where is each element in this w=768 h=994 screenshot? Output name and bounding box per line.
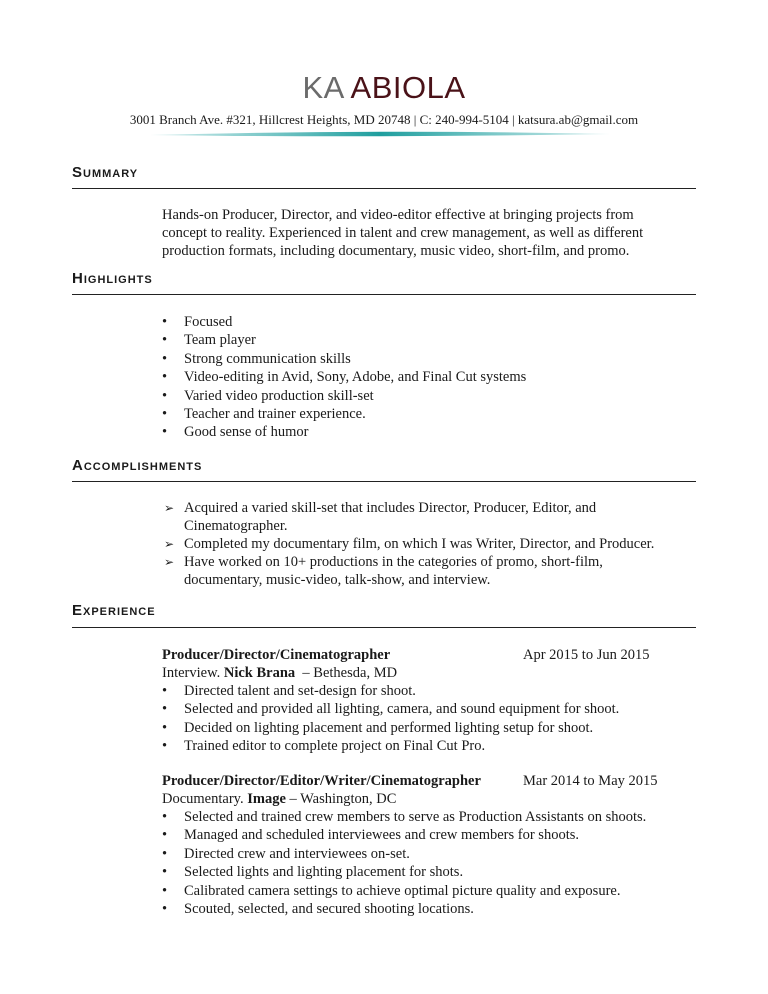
job-entry — [162, 772, 682, 918]
bullet-icon: • — [162, 314, 168, 330]
highlights-list-container — [162, 313, 682, 442]
job-dates: Mar 2014 to May 2015 — [523, 773, 658, 789]
list-item-text: Trained editor to complete project on Final Cut Pro. — [184, 738, 486, 755]
experience-rule — [72, 627, 696, 628]
bullet-icon: • — [162, 350, 168, 367]
header-swoosh-divider — [150, 130, 610, 138]
bullet-icon: • — [162, 387, 168, 404]
duty-item — [162, 863, 682, 881]
job-employer-line — [162, 664, 682, 682]
highlights-heading: Highlights — [72, 270, 153, 287]
list-item-text: Selected and provided all lighting, camera, and sound equipment for shoot. — [184, 701, 620, 718]
summary-heading: Summary — [72, 164, 139, 181]
job-duties-list — [162, 808, 682, 918]
experience-heading: Experience — [72, 602, 156, 619]
duty-item — [162, 808, 682, 826]
bullet-icon: • — [162, 683, 168, 699]
list-item-text: Strong communication skills — [184, 350, 351, 367]
job-entry — [162, 646, 682, 756]
job-type: Documentary. — [162, 791, 244, 807]
job-company: Nick Brana — [223, 665, 296, 681]
arrow-bullet-icon: ➢ — [164, 501, 175, 515]
highlight-item — [162, 423, 682, 441]
accomplishments-list — [162, 499, 667, 589]
bullet-icon: • — [162, 882, 168, 899]
list-item-text: Selected lights and lighting placement for shots. — [184, 864, 464, 881]
list-item-text: Directed talent and set-design for shoot. — [184, 683, 416, 699]
duty-item — [162, 845, 682, 863]
bullet-icon: • — [162, 827, 168, 844]
accomplishment-item — [162, 499, 667, 535]
bullet-icon: • — [162, 738, 168, 755]
highlights-rule — [72, 294, 696, 295]
job-dates: Apr 2015 to Jun 2015 — [523, 647, 650, 663]
bullet-icon: • — [162, 701, 168, 718]
duty-item — [162, 826, 682, 844]
job-company: Image — [247, 791, 286, 807]
job-type: Interview. — [162, 665, 221, 681]
job-duties-list — [162, 682, 682, 756]
bullet-icon: • — [162, 809, 168, 825]
highlight-item — [162, 313, 682, 331]
duty-item — [162, 700, 682, 718]
summary-rule — [72, 188, 696, 189]
candidate-name — [0, 70, 768, 106]
job-location: – Bethesda, MD — [295, 665, 398, 681]
list-item-text: Managed and scheduled interviewees and crew members for shoots. — [184, 827, 579, 844]
bullet-icon: • — [162, 901, 168, 918]
list-item-text: Video-editing in Avid, Sony, Adobe, and Final Cut systems — [184, 369, 527, 386]
duty-item — [162, 719, 682, 737]
list-item-text: Acquired a varied skill-set that includes Director, Producer, Editor, and Cinematographer. — [184, 500, 597, 534]
accomplishment-item — [162, 535, 667, 553]
highlight-item — [162, 368, 682, 386]
accomplishments-heading: Accomplishments — [72, 457, 203, 474]
list-item-text: Scouted, selected, and secured shooting locations. — [184, 901, 474, 918]
contact-line: 3001 Branch Ave. #321, Hillcrest Heights, MD 20748 | C: 240-994-5104 | katsura.ab@gmail.com — [129, 112, 639, 127]
arrow-bullet-icon: ➢ — [164, 537, 175, 551]
bullet-icon: • — [162, 406, 168, 423]
bullet-icon: • — [162, 845, 168, 862]
job-employer-line — [162, 790, 682, 808]
last-name: ABIOLA — [350, 70, 466, 105]
accomplishment-item — [162, 553, 667, 589]
bullet-icon: • — [162, 719, 168, 736]
duty-item — [162, 882, 682, 900]
list-item-text: Calibrated camera settings to achieve optimal picture quality and exposure. — [184, 882, 621, 899]
duty-item — [162, 900, 682, 918]
list-item-text: Focused — [184, 314, 233, 330]
list-item-text: Selected and trained crew members to serve as Production Assistants on shoots. — [184, 809, 647, 825]
list-item-text: Team player — [184, 332, 256, 349]
highlights-list — [162, 313, 682, 442]
job-title: Producer/Director/Cinematographer — [162, 647, 391, 663]
highlight-item — [162, 331, 682, 349]
highlight-item — [162, 350, 682, 368]
bullet-icon: • — [162, 864, 168, 881]
highlight-item — [162, 387, 682, 405]
job-location: – Washington, DC — [285, 791, 397, 807]
bullet-icon: • — [162, 332, 168, 349]
job-title: Producer/Director/Editor/Writer/Cinematographer — [162, 773, 481, 789]
list-item-text: Have worked on 10+ productions in the categories of promo, short-film, documentary, music-video, talk-show, and interview. — [184, 554, 603, 588]
accomplishments-rule — [72, 481, 696, 482]
accomplishments-list-container — [162, 499, 667, 589]
list-item-text: Completed my documentary film, on which I was Writer, Director, and Producer. — [184, 536, 655, 552]
list-item-text: Teacher and trainer experience. — [184, 406, 366, 423]
duty-item — [162, 737, 682, 755]
first-name: KA — [302, 70, 344, 105]
list-item-text: Varied video production skill-set — [184, 387, 374, 404]
highlight-item — [162, 405, 682, 423]
list-item-text: Directed crew and interviewees on-set. — [184, 845, 410, 862]
summary-text: Hands-on Producer, Director, and video-editor effective at bringing projects from concept to reality. Experienced in talent and crew management, as well as different production formats, including documentary, music video, short-film, and promo. — [162, 207, 644, 259]
list-item-text: Good sense of humor — [184, 424, 309, 441]
bullet-icon: • — [162, 369, 168, 386]
duty-item — [162, 682, 682, 700]
bullet-icon: • — [162, 424, 168, 441]
arrow-bullet-icon: ➢ — [164, 555, 175, 569]
list-item-text: Decided on lighting placement and performed lighting setup for shoot. — [184, 719, 594, 736]
